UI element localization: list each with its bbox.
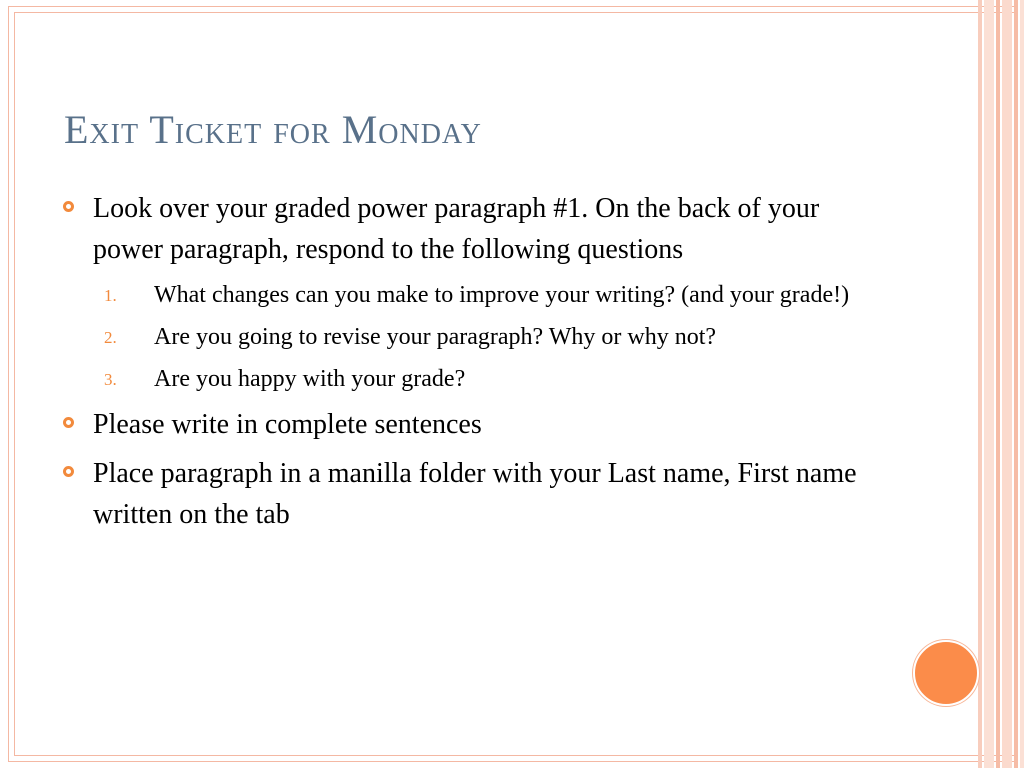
decorative-stripe (996, 0, 1000, 768)
bullet-text: Look over your graded power paragraph #1. On the back of your power paragraph, respond to the following questions (93, 193, 820, 265)
item-text: What changes can you make to improve your writing? (and your grade!) (154, 282, 850, 308)
decorative-stripe (984, 0, 994, 768)
decorative-stripe (1002, 0, 1012, 768)
numbered-list (62, 278, 882, 397)
item-number: 1. (104, 286, 117, 305)
decorative-stripe-band (978, 0, 1024, 768)
bullet-item (62, 453, 882, 535)
bullet-item (62, 188, 882, 270)
item-number: 3. (104, 370, 117, 389)
decorative-stripe (1014, 0, 1018, 768)
bullet-ring-icon (63, 417, 74, 428)
bullet-ring-icon (63, 466, 74, 477)
numbered-item (62, 278, 882, 313)
item-text: Are you going to revise your paragraph? Why or why not? (154, 324, 717, 350)
slide-title: Exit Ticket for Monday (64, 107, 482, 152)
item-number: 2. (104, 328, 117, 347)
bullet-item (62, 404, 882, 445)
decorative-stripe (1020, 0, 1024, 768)
bullet-text: Please write in complete sentences (93, 409, 482, 440)
item-text: Are you happy with your grade? (154, 366, 466, 392)
bullet-ring-icon (63, 201, 74, 212)
numbered-item (62, 320, 882, 355)
bullet-text: Place paragraph in a manilla folder with your Last name, First name written on the tab (93, 458, 857, 530)
decorative-circle (913, 640, 979, 706)
numbered-item (62, 362, 882, 397)
decorative-stripe (978, 0, 982, 768)
slide-body (62, 188, 882, 543)
